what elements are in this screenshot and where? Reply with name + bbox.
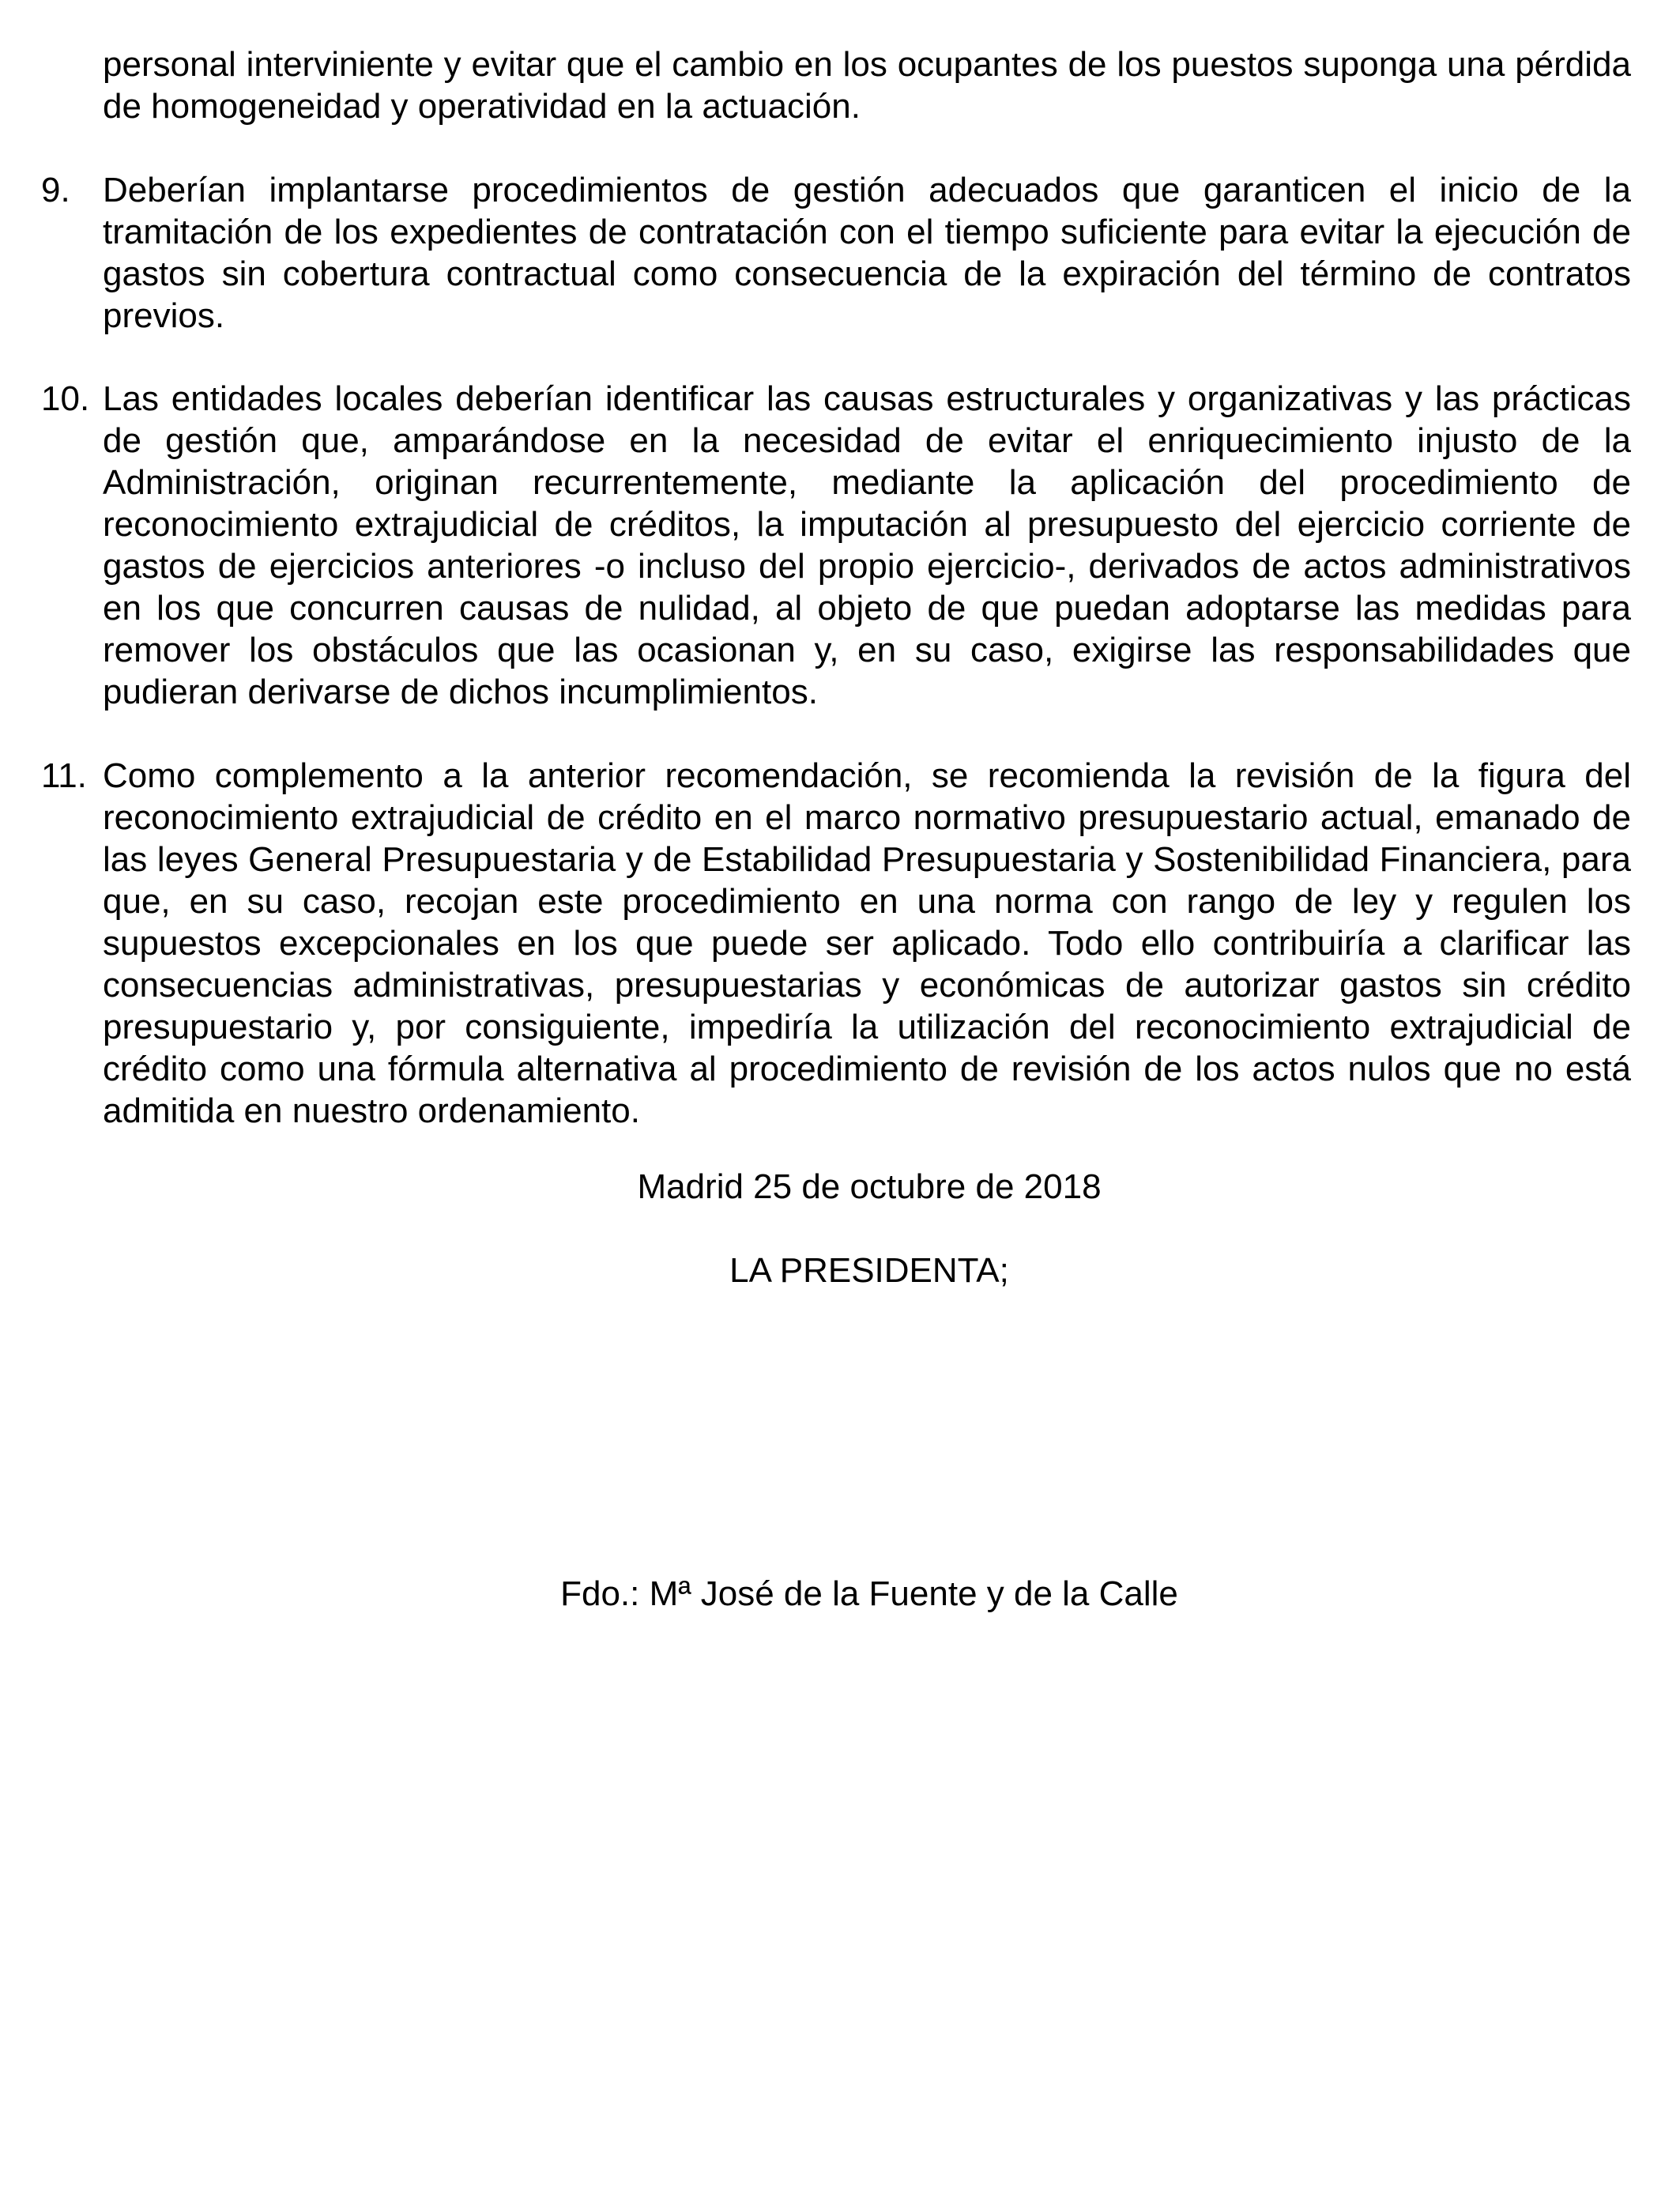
date-line: Madrid 25 de octubre de 2018 xyxy=(637,1167,1102,1206)
item-number: 10. xyxy=(41,379,90,418)
recommendation-item-9 xyxy=(41,169,1631,337)
item-text: Las entidades locales deberían identificar las causas estructurales y organizativas y las prácticas de gestión que, amparándose en la necesidad de evitar el enriquecimiento injusto de la Administración, originan recurrentemente, mediante la aplicación del procedimiento de reconocimiento extrajudicial de créditos, la imputación al presupuesto del ejercicio corriente de gastos de ejercicios anteriores -o incluso del propio ejercicio-, derivados de actos administrativos en los que concurren causas de nulidad, al objeto de que puedan adoptarse las medidas para remover los obstáculos que las ocasionan y, en su caso, exigirse las responsabilidades que pudieran derivarse de dichos incumplimientos. xyxy=(103,379,1631,711)
continuation-paragraph: personal interviniente y evitar que el cambio en los ocupantes de los puestos suponga una pérdida de homogeneidad y operatividad en la actuación. xyxy=(103,45,1631,126)
signature-line: Fdo.: Mª José de la Fuente y de la Calle xyxy=(560,1574,1178,1613)
item-text: Deberían implantarse procedimientos de gestión adecuados que garanticen el inicio de la tramitación de los expedientes de contratación con el tiempo suficiente para evitar la ejecución de gastos sin cobertura contractual como consecuencia de la expiración del término de contratos previos. xyxy=(103,171,1631,335)
item-number: 11. xyxy=(41,756,87,795)
item-number: 9. xyxy=(41,171,70,209)
signer-title: LA PRESIDENTA; xyxy=(729,1251,1009,1290)
recommendation-item-11 xyxy=(41,755,1631,1132)
recommendation-item-10 xyxy=(41,378,1631,713)
item-text: Como complemento a la anterior recomendación, se recomienda la revisión de la figura del reconocimiento extrajudicial de crédito en el marco normativo presupuestario actual, emanado de las leyes General Presupuestaria y de Estabilidad Presupuestaria y Sostenibilidad Financiera, para que, en su caso, recojan este procedimiento en una norma con rango de ley y regulen los supuestos excepcionales en los que puede ser aplicado. Todo ello contribuiría a clarificar las consecuencias administrativas, presupuestarias y económicas de autorizar gastos sin crédito presupuestario y, por consiguiente, impediría la utilización del reconocimiento extrajudicial de crédito como una fórmula alternativa al procedimiento de revisión de los actos nulos que no está admitida en nuestro ordenamiento. xyxy=(103,756,1631,1130)
